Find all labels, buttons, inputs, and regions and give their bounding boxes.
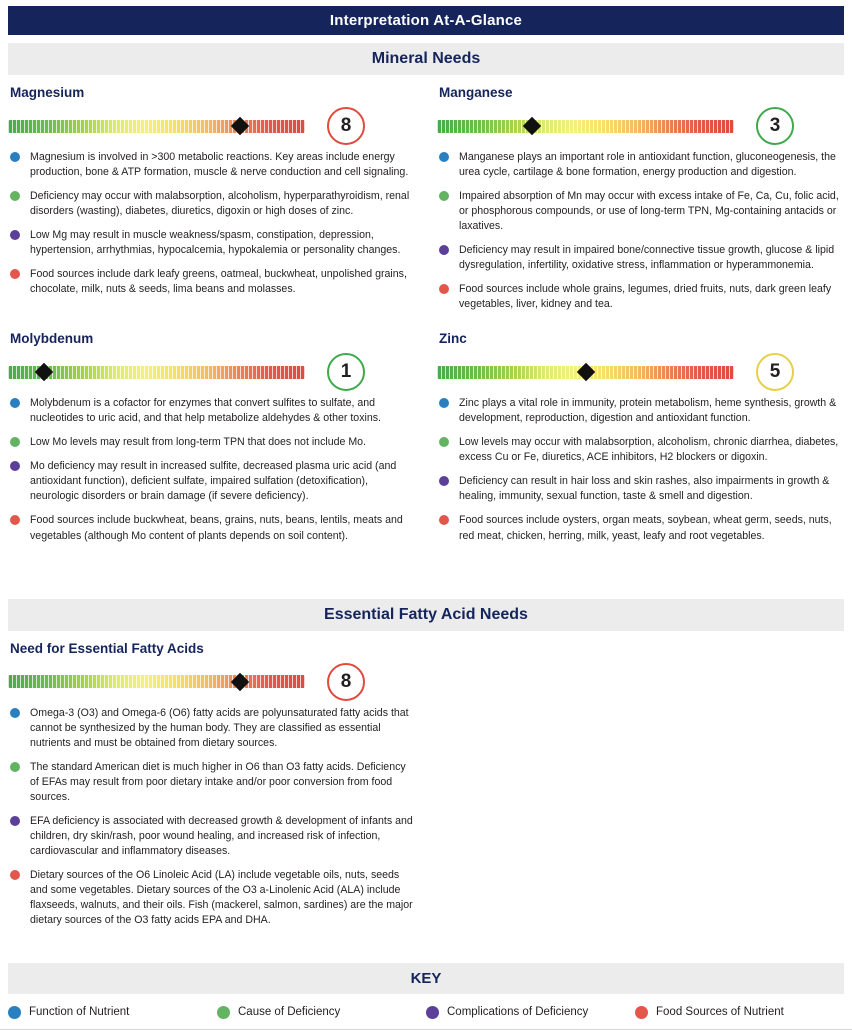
cause-bullet-icon (439, 191, 449, 201)
need-scale-bar (437, 120, 734, 133)
complication-bullet-icon (439, 245, 449, 255)
bullet-text: Manganese plays an important role in antioxidant function, gluconeogenesis, the urea cycle, cartilage & bone formation, energy production and digestion. (459, 151, 836, 179)
scale-wrap (8, 662, 305, 702)
bullet-text: Omega-3 (O3) and Omega-6 (O6) fatty acids are polyunsaturated fatty acids that cannot be synthesized by the human body. They are classified as essential nutrients and must be obtained from dietary sources. (30, 706, 409, 749)
nutrient-scale-row (8, 662, 415, 702)
list-item (437, 474, 844, 504)
scale-marker (523, 117, 541, 135)
nutrient-title: Magnesium (10, 85, 85, 100)
food-source-bullet-icon (10, 269, 20, 279)
nutrient-bullet-list (437, 150, 844, 312)
need-scale-bar (8, 366, 305, 379)
mineral-blocks-grid (8, 85, 844, 553)
bullet-text: EFA deficiency is associated with decreased growth & development of infants and children, dry skin/rash, poor wound healing, and increased risk of infection, cardiovascular and inflammatory diseases. (30, 814, 413, 857)
cause-bullet-icon (10, 762, 20, 772)
bullet-text: Low Mo levels may result from long-term TPN that does not include Mo. (30, 436, 366, 449)
nutrient-bullet-list (437, 396, 844, 543)
bullet-text: Zinc plays a vital role in immunity, protein metabolism, heme synthesis, growth & development, reproduction, digestion and antioxidant function. (459, 397, 837, 425)
footer-spacer (0, 941, 852, 963)
footer-divider (0, 1029, 852, 1030)
need-scale-bar (8, 120, 305, 133)
need-scale-bar (437, 366, 734, 379)
nutrient-block-manganese (437, 85, 844, 321)
bullet-text: Low Mg may result in muscle weakness/spasm, constipation, depression, hypertension, arrhythmias, hypocalcemia, hypokalemia or personality changes. (30, 229, 401, 257)
nutrient-scale-row (437, 352, 844, 392)
list-item (8, 189, 415, 219)
list-item (437, 513, 844, 543)
bullet-text: Food sources include whole grains, legumes, dried fruits, nuts, dark green leafy vegetables, liver, kidney and tea. (459, 283, 832, 311)
bullet-text: Food sources include oysters, organ meats, soybean, wheat germ, seeds, nuts, red meat, chicken, herring, milk, yeast, leafy and root vegetables. (459, 514, 832, 542)
list-item (437, 150, 844, 180)
score-badge: 5 (756, 353, 794, 391)
list-item (437, 282, 844, 312)
complication-bullet-icon (439, 476, 449, 486)
list-item (8, 459, 415, 504)
nutrient-scale-row (437, 106, 844, 146)
list-item (8, 706, 415, 751)
bullet-text: Food sources include dark leafy greens, oatmeal, buckwheat, unpolished grains, chocolate, milk, nuts & seeds, lima beans and molasses. (30, 268, 407, 296)
scale-marker (576, 363, 594, 381)
bullet-text: Dietary sources of the O6 Linoleic Acid (LA) include vegetable oils, nuts, seeds and some vegetables. Dietary sources of the O3 a-Linolenic Acid (ALA) include flaxseeds, walnuts, and their oils. Fish (mackerel, salmon, sardines) are the major dietary sources of the O3 fatty acids EPA and DHA. (30, 868, 413, 926)
cause-bullet-icon (10, 437, 20, 447)
function-bullet-icon (439, 152, 449, 162)
bullet-text: Food sources include buckwheat, beans, grains, nuts, beans, lentils, meats and vegetables (although Mo content of plants depends on soil content). (30, 514, 403, 542)
food-source-bullet-icon (439, 284, 449, 294)
bullet-text: Mo deficiency may result in increased sulfite, decreased plasma uric acid (and antioxidant function), deficient sulfate, impaired sulfation (detoxification), neurologic disorders or brain damage (if severe deficiency). (30, 460, 397, 503)
nutrient-scale-row (8, 106, 415, 146)
scale-wrap (8, 106, 305, 146)
nutrient-title: Zinc (439, 331, 467, 347)
bullet-text: Deficiency can result in hair loss and skin rashes, also impairments in growth & healing, immunity, sexual function, taste & smell and digestion. (459, 475, 830, 503)
efa-blocks-grid (8, 641, 844, 941)
nutrient-title: Need for Essential Fatty Acids (10, 640, 204, 656)
nutrient-bullet-list (8, 150, 415, 297)
nutrient-block-efa (8, 641, 415, 941)
key-item-complications (426, 1006, 635, 1019)
nutrient-bullet-list (8, 396, 415, 543)
list-item (437, 396, 844, 426)
list-item (437, 435, 844, 465)
scale-wrap (437, 106, 734, 146)
score-badge: 3 (756, 107, 794, 145)
bullet-text: Low levels may occur with malabsorption, alcoholism, chronic diarrhea, diabetes, excess Cu or Fe, diuretics, ACE inhibitors, H2 blockers or digoxin. (459, 436, 839, 464)
key-item-label: Function of Nutrient (29, 1006, 130, 1019)
key-item-cause (217, 1006, 426, 1019)
score-badge: 8 (327, 663, 365, 701)
nutrient-title: Manganese (439, 85, 513, 100)
bullet-text: The standard American diet is much higher in O6 than O3 fatty acids. Deficiency of EFAs may result from poor dietary intake and/or poor conversion from food sources. (30, 760, 406, 803)
section-spacer (0, 553, 852, 591)
scale-wrap (437, 352, 734, 392)
scale-marker (230, 672, 248, 690)
food-source-bullet-icon (10, 870, 20, 880)
key-item-label: Cause of Deficiency (238, 1006, 341, 1019)
function-bullet-icon (10, 398, 20, 408)
food-source-bullet-icon (10, 515, 20, 525)
bullet-text: Deficiency may result in impaired bone/connective tissue growth, glucose & lipid dysregulation, infertility, oxidative stress, inflammation or hyperammonemia. (459, 244, 835, 272)
report-page (0, 6, 852, 1030)
page-title: Interpretation At-A-Glance (8, 6, 844, 35)
section-header-efa: Essential Fatty Acid Needs (8, 599, 844, 631)
key-legend (8, 1006, 844, 1019)
key-item-label: Complications of Deficiency (447, 1006, 589, 1019)
list-item (8, 435, 415, 450)
list-item (8, 150, 415, 180)
function-bullet-icon (10, 708, 20, 718)
function-bullet-icon (439, 398, 449, 408)
section-header-minerals: Mineral Needs (8, 43, 844, 75)
cause-legend-icon (217, 1006, 230, 1019)
nutrient-scale-row (8, 352, 415, 392)
need-scale-bar (8, 675, 305, 688)
nutrient-block-molybdenum (8, 331, 415, 552)
key-item-label: Food Sources of Nutrient (656, 1006, 784, 1019)
key-header: KEY (8, 963, 844, 994)
list-item (8, 396, 415, 426)
nutrient-block-magnesium (8, 85, 415, 321)
list-item (8, 228, 415, 258)
complication-legend-icon (426, 1006, 439, 1019)
key-item-food-sources (635, 1006, 844, 1019)
key-item-function (8, 1006, 217, 1019)
list-item (8, 868, 415, 928)
complication-bullet-icon (10, 816, 20, 826)
list-item (437, 243, 844, 273)
complication-bullet-icon (10, 461, 20, 471)
list-item (8, 814, 415, 859)
scale-marker (34, 363, 52, 381)
bullet-text: Magnesium is involved in >300 metabolic reactions. Key areas include energy production, bone & ATP formation, muscle & nerve conduction and cell signaling. (30, 151, 409, 179)
nutrient-title: Molybdenum (10, 331, 94, 347)
bullet-text: Deficiency may occur with malabsorption, alcoholism, hyperparathyroidism, renal disorders (wasting), diabetes, diuretics, digoxin or high doses of zinc. (30, 190, 410, 218)
scale-wrap (8, 352, 305, 392)
bullet-text: Molybdenum is a cofactor for enzymes that convert sulfites to sulfate, and nucleotides to uric acid, and that help metabolize aldehydes & other toxins. (30, 397, 381, 425)
food-source-legend-icon (635, 1006, 648, 1019)
list-item (8, 760, 415, 805)
score-badge: 8 (327, 107, 365, 145)
nutrient-bullet-list (8, 706, 415, 928)
cause-bullet-icon (10, 191, 20, 201)
bullet-text: Impaired absorption of Mn may occur with excess intake of Fe, Ca, Cu, folic acid, or phosphorous compounds, or use of long-term TPN, Mg-containing antacids or laxatives. (459, 190, 839, 233)
complication-bullet-icon (10, 230, 20, 240)
nutrient-block-zinc (437, 331, 844, 552)
list-item (8, 513, 415, 543)
food-source-bullet-icon (439, 515, 449, 525)
function-legend-icon (8, 1006, 21, 1019)
list-item (8, 267, 415, 297)
list-item (437, 189, 844, 234)
score-badge: 1 (327, 353, 365, 391)
scale-marker (230, 117, 248, 135)
function-bullet-icon (10, 152, 20, 162)
cause-bullet-icon (439, 437, 449, 447)
